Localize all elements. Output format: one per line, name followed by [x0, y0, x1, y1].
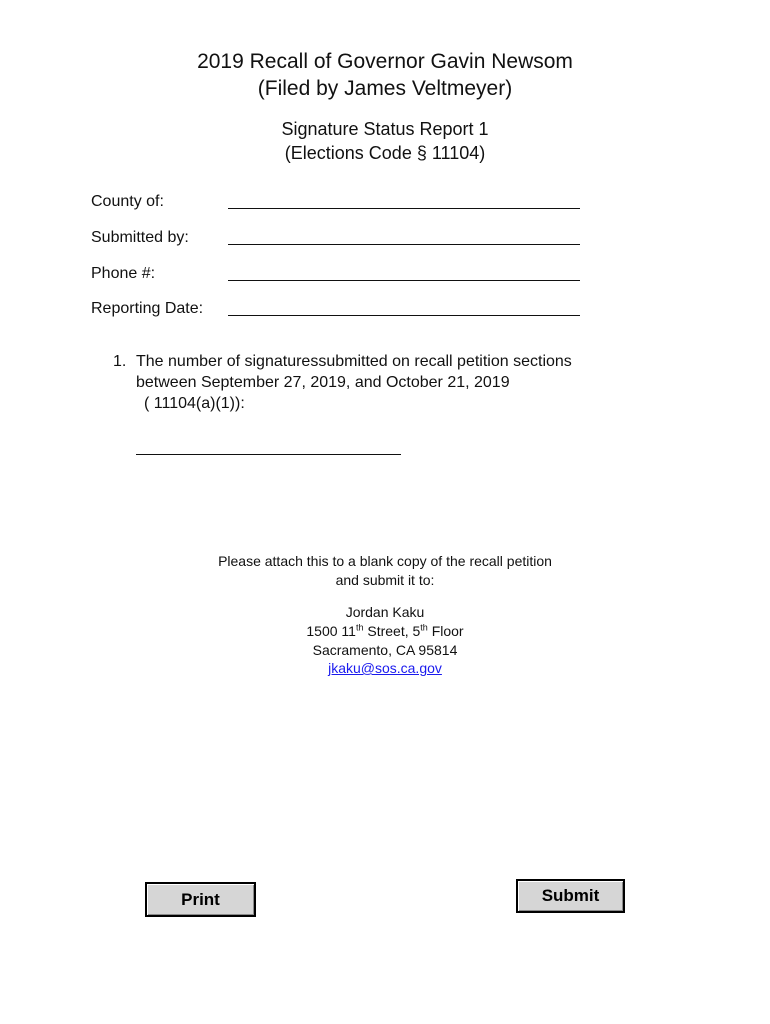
attach-instruction-cont: and submit it to:	[335, 572, 435, 588]
recipient-street: 1500 11th Street, 5th Floor	[306, 622, 464, 639]
recipient-email-row	[0, 659, 770, 678]
county-label: County of:	[91, 193, 164, 210]
reporting-date-field[interactable]	[228, 315, 580, 316]
submitted-by-row	[91, 227, 591, 251]
submitted-by-label: Submitted by:	[91, 229, 189, 246]
signature-count-field[interactable]	[136, 454, 401, 455]
question-code-reference: ( 11104(a)(1)):	[144, 395, 245, 412]
recipient-city: Sacramento, CA 95814	[312, 642, 458, 658]
reporting-date-row	[91, 298, 591, 322]
attach-instruction: Please attach this to a blank copy of the recall petition	[218, 553, 552, 569]
question-text-line: between September 27, 2019, and October 21, 2019	[136, 374, 510, 391]
recipient-name: Jordan Kaku	[345, 604, 425, 620]
question-text-line: The number of signaturessubmitted on recall petition sections	[136, 353, 572, 370]
form-title-filer: (Filed by James Veltmeyer)	[257, 77, 513, 100]
submitted-by-field[interactable]	[228, 244, 580, 245]
elections-code-reference: (Elections Code § 11104)	[284, 143, 486, 163]
question-number: 1.	[113, 353, 127, 370]
county-field[interactable]	[228, 208, 580, 209]
recipient-email-link[interactable]: jkaku@sos.ca.gov	[328, 660, 442, 676]
county-row	[91, 191, 591, 215]
phone-label: Phone #:	[91, 265, 156, 282]
phone-field[interactable]	[228, 280, 580, 281]
print-button[interactable]: Print	[145, 882, 256, 917]
report-subtitle: Signature Status Report 1	[281, 119, 489, 139]
phone-row	[91, 263, 591, 287]
submit-button[interactable]: Submit	[516, 879, 625, 913]
reporting-date-label: Reporting Date:	[91, 300, 204, 317]
form-title: 2019 Recall of Governor Gavin Newsom	[197, 50, 573, 73]
